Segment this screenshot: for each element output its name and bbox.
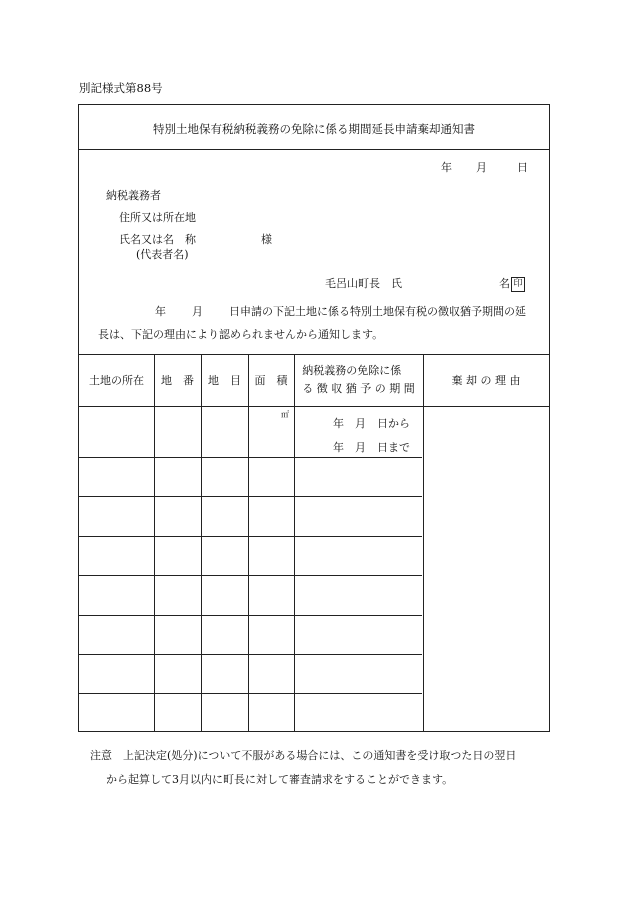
header-area: 面 積 bbox=[254, 374, 288, 387]
header-period-line-2: る 徴 収 猶 予 の 期 間 bbox=[302, 382, 415, 395]
header-location: 土地の所在 bbox=[89, 374, 144, 387]
row-divider bbox=[79, 654, 422, 655]
row-divider bbox=[79, 615, 422, 616]
footer-line-2: から起算して3月以内に町長に対して審査請求をすることができます。 bbox=[106, 773, 454, 786]
title-divider bbox=[79, 149, 549, 150]
column-divider bbox=[294, 354, 295, 731]
taxpayer-heading: 納税義務者 bbox=[106, 189, 161, 202]
date-month: 月 bbox=[476, 161, 487, 174]
header-lot-number: 地 番 bbox=[161, 374, 194, 387]
issuer-name bbox=[499, 275, 525, 292]
column-divider bbox=[154, 354, 155, 731]
area-unit: ㎡ bbox=[281, 410, 289, 419]
date-year: 年 bbox=[441, 161, 452, 174]
notice-form bbox=[78, 104, 550, 732]
header-reason: 棄 却 の 理 由 bbox=[451, 374, 521, 387]
honorific: 様 bbox=[261, 233, 272, 246]
footer-note bbox=[90, 744, 560, 792]
row-divider bbox=[79, 536, 422, 537]
issue-date bbox=[441, 159, 528, 175]
footer-line-1: 注意 上記決定(処分)について不服がある場合には、この通知書を受け取つた日の翌日 bbox=[90, 749, 517, 762]
header-land-category: 地 目 bbox=[208, 374, 241, 387]
notice-year: 年 bbox=[155, 305, 166, 318]
document-title: 特別土地保有税納税義務の免除に係る期間延長申請棄却通知書 bbox=[153, 122, 475, 136]
table-header-divider bbox=[79, 406, 549, 407]
row-divider bbox=[79, 693, 422, 694]
representative-label: (代表者名) bbox=[136, 248, 189, 261]
address-label: 住所又は所在地 bbox=[119, 211, 196, 224]
notice-line-2: 長は、下記の理由により認められませんから通知します。 bbox=[98, 328, 384, 341]
column-divider bbox=[423, 354, 424, 731]
header-period bbox=[294, 354, 423, 406]
row-divider bbox=[79, 457, 422, 458]
notice-line-1: 日申請の下記土地に係る特別土地保有税の徴収猶予期間の延 bbox=[229, 305, 526, 318]
column-divider bbox=[248, 354, 249, 731]
column-divider bbox=[201, 354, 202, 731]
seal-stamp: 印 bbox=[511, 277, 525, 292]
name-suffix: 名 bbox=[499, 277, 510, 290]
notice-month: 月 bbox=[192, 305, 203, 318]
date-day: 日 bbox=[517, 161, 528, 174]
row-divider bbox=[79, 575, 422, 576]
header-period-line-1: 納税義務の免除に係 bbox=[302, 364, 402, 377]
issuer-title: 毛呂山町長 氏 bbox=[325, 277, 402, 290]
period-from: 年 月 日から bbox=[333, 417, 410, 430]
name-label: 氏名又は名 称 bbox=[119, 233, 196, 246]
period-to: 年 月 日まで bbox=[333, 441, 410, 454]
form-label: 別記様式第88号 bbox=[79, 81, 163, 95]
row-divider bbox=[79, 496, 422, 497]
